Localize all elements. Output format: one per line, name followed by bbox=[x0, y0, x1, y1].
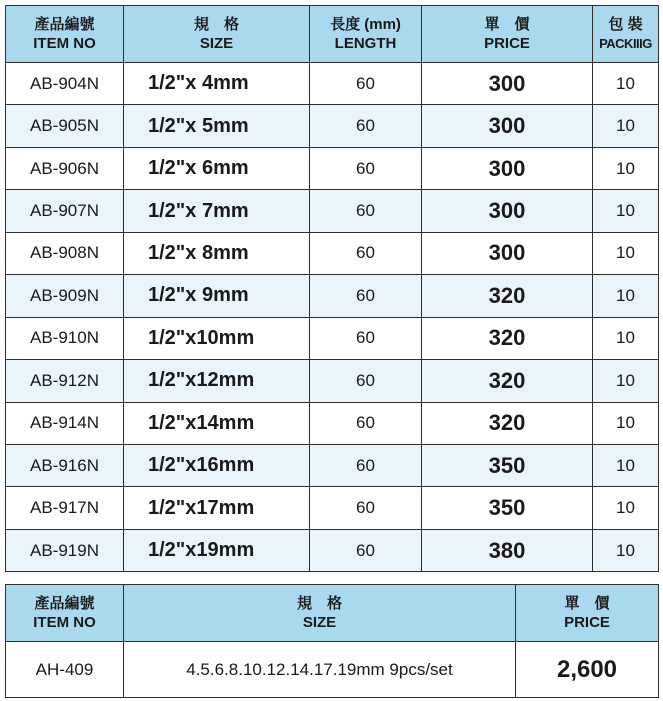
packing-cell: 10 bbox=[593, 487, 659, 529]
item-no-cell: AB-919N bbox=[6, 529, 124, 571]
size-cell: 1/2"x 4mm bbox=[124, 63, 310, 105]
set-item-no-cell: AH-409 bbox=[6, 642, 124, 698]
length-cell: 60 bbox=[310, 317, 422, 359]
item-no-cell: AB-906N bbox=[6, 147, 124, 189]
price-cell: 320 bbox=[422, 360, 593, 402]
set-header-price bbox=[516, 585, 659, 642]
item-no-cell: AB-909N bbox=[6, 275, 124, 317]
size-cell: 1/2"x12mm bbox=[124, 360, 310, 402]
item-no-cell: AB-904N bbox=[6, 63, 124, 105]
packing-cell: 10 bbox=[593, 147, 659, 189]
length-cell: 60 bbox=[310, 275, 422, 317]
set-size-cell: 4.5.6.8.10.12.14.17.19mm 9pcs/set bbox=[124, 642, 516, 698]
packing-cell: 10 bbox=[593, 105, 659, 147]
item-no-cell: AB-917N bbox=[6, 487, 124, 529]
length-cell: 60 bbox=[310, 402, 422, 444]
header-size-zh: 規 格 bbox=[193, 15, 239, 33]
table-row bbox=[6, 147, 659, 189]
price-cell: 320 bbox=[422, 402, 593, 444]
item-no-cell: AB-914N bbox=[6, 402, 124, 444]
table-row bbox=[6, 63, 659, 105]
header-price-en: PRICE bbox=[484, 34, 530, 52]
table-row bbox=[6, 487, 659, 529]
size-cell: 1/2"x 6mm bbox=[124, 147, 310, 189]
price-cell: 320 bbox=[422, 317, 593, 359]
packing-cell: 10 bbox=[593, 529, 659, 571]
header-packing-en: PACKIIIG bbox=[599, 35, 652, 51]
table-row bbox=[6, 190, 659, 232]
length-cell: 60 bbox=[310, 63, 422, 105]
table-row bbox=[6, 232, 659, 274]
set-price-cell: 2,600 bbox=[516, 642, 659, 698]
packing-cell: 10 bbox=[593, 275, 659, 317]
price-cell: 350 bbox=[422, 444, 593, 486]
item-no-cell: AB-907N bbox=[6, 190, 124, 232]
table-row bbox=[6, 529, 659, 571]
length-cell: 60 bbox=[310, 529, 422, 571]
set-header-size-zh: 規 格 bbox=[296, 594, 342, 612]
header-packing-zh: 包 裝 bbox=[608, 15, 643, 33]
price-cell: 300 bbox=[422, 190, 593, 232]
table-row bbox=[6, 105, 659, 147]
price-cell: 380 bbox=[422, 529, 593, 571]
table-row bbox=[6, 360, 659, 402]
length-cell: 60 bbox=[310, 232, 422, 274]
size-cell: 1/2"x 8mm bbox=[124, 232, 310, 274]
price-cell: 300 bbox=[422, 63, 593, 105]
header-packing bbox=[593, 6, 659, 63]
size-cell: 1/2"x17mm bbox=[124, 487, 310, 529]
price-cell: 300 bbox=[422, 232, 593, 274]
item-no-cell: AB-905N bbox=[6, 105, 124, 147]
packing-cell: 10 bbox=[593, 232, 659, 274]
size-cell: 1/2"x 7mm bbox=[124, 190, 310, 232]
item-no-cell: AB-912N bbox=[6, 360, 124, 402]
table-row bbox=[6, 642, 659, 698]
item-no-cell: AB-916N bbox=[6, 444, 124, 486]
packing-cell: 10 bbox=[593, 402, 659, 444]
header-price bbox=[422, 6, 593, 63]
set-header-item-en: ITEM NO bbox=[33, 613, 96, 631]
header-size bbox=[124, 6, 310, 63]
set-header-price-en: PRICE bbox=[564, 613, 610, 631]
header-item-zh: 產品編號 bbox=[34, 15, 95, 33]
packing-cell: 10 bbox=[593, 190, 659, 232]
set-header-item-zh: 產品編號 bbox=[34, 594, 95, 612]
packing-cell: 10 bbox=[593, 317, 659, 359]
table-row bbox=[6, 444, 659, 486]
length-cell: 60 bbox=[310, 190, 422, 232]
price-cell: 300 bbox=[422, 105, 593, 147]
size-cell: 1/2"x 9mm bbox=[124, 275, 310, 317]
header-length-zh: 長度 (mm) bbox=[330, 15, 401, 33]
length-cell: 60 bbox=[310, 105, 422, 147]
table-row bbox=[6, 275, 659, 317]
length-cell: 60 bbox=[310, 360, 422, 402]
packing-cell: 10 bbox=[593, 63, 659, 105]
set-header-size bbox=[124, 585, 516, 642]
item-no-cell: AB-908N bbox=[6, 232, 124, 274]
size-cell: 1/2"x14mm bbox=[124, 402, 310, 444]
header-size-en: SIZE bbox=[199, 34, 234, 52]
size-cell: 1/2"x19mm bbox=[124, 529, 310, 571]
length-cell: 60 bbox=[310, 147, 422, 189]
length-cell: 60 bbox=[310, 444, 422, 486]
header-item-no bbox=[6, 6, 124, 63]
size-cell: 1/2"x 5mm bbox=[124, 105, 310, 147]
table-row bbox=[6, 402, 659, 444]
price-cell: 350 bbox=[422, 487, 593, 529]
size-cell: 1/2"x16mm bbox=[124, 444, 310, 486]
packing-cell: 10 bbox=[593, 444, 659, 486]
price-table bbox=[5, 5, 659, 572]
size-cell: 1/2"x10mm bbox=[124, 317, 310, 359]
price-cell: 320 bbox=[422, 275, 593, 317]
packing-cell: 10 bbox=[593, 360, 659, 402]
price-table-header bbox=[6, 6, 659, 63]
header-price-zh: 單 價 bbox=[484, 15, 530, 33]
header-item-en: ITEM NO bbox=[33, 34, 96, 52]
table-row bbox=[6, 317, 659, 359]
item-no-cell: AB-910N bbox=[6, 317, 124, 359]
set-header-item-no bbox=[6, 585, 124, 642]
set-header-size-en: SIZE bbox=[302, 613, 337, 631]
header-length bbox=[310, 6, 422, 63]
set-price-table bbox=[5, 584, 659, 698]
set-table-header bbox=[6, 585, 659, 642]
price-cell: 300 bbox=[422, 147, 593, 189]
header-length-en: LENGTH bbox=[334, 34, 397, 52]
length-cell: 60 bbox=[310, 487, 422, 529]
set-header-price-zh: 單 價 bbox=[564, 594, 610, 612]
